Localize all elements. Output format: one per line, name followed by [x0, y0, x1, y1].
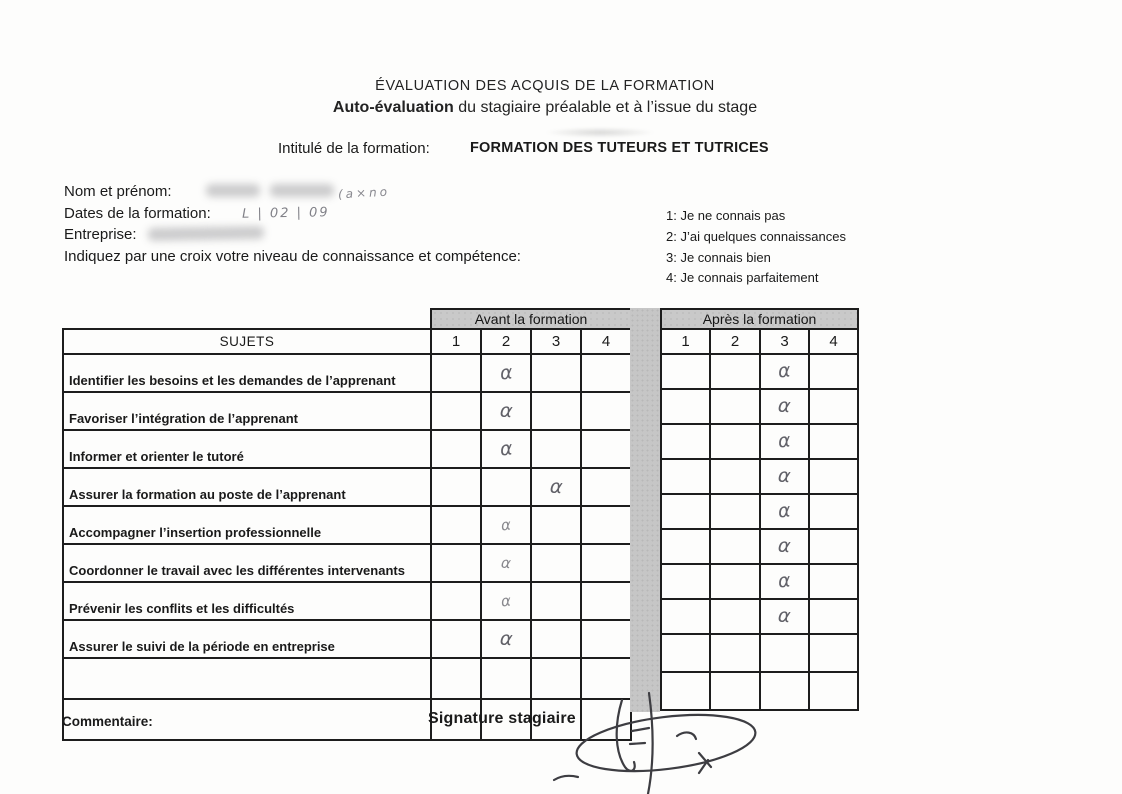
- avant-rating-cell-4: [581, 620, 631, 658]
- avant-rating-cell-1: [431, 354, 481, 392]
- avant-table: [62, 308, 632, 741]
- avant-rating-cell-1: [431, 392, 481, 430]
- apres-rating-cell-1: [661, 389, 710, 424]
- legend-item-1: 1: Je ne connais pas: [666, 208, 786, 223]
- apres-rating-cell-4: [809, 529, 858, 564]
- avant-rating-cell-4: [581, 582, 631, 620]
- avant-rating-cell-4: [581, 506, 631, 544]
- table-row: [63, 544, 631, 582]
- apres-rating-cell-4: [809, 424, 858, 459]
- avant-rating-cell-2: [481, 354, 531, 392]
- handwritten-cross-mark: α: [777, 499, 792, 523]
- handwritten-cross-mark: α: [777, 464, 792, 488]
- handwritten-cross-mark: α: [777, 569, 792, 593]
- table-row: [661, 634, 858, 672]
- apres-rating-cell-3: [760, 354, 809, 389]
- table-row: [63, 506, 631, 544]
- apres-number-row: [661, 329, 858, 354]
- avant-rating-cell-2: [481, 392, 531, 430]
- table-row: [63, 354, 631, 392]
- avant-rating-cell-4: [581, 468, 631, 506]
- subtitle-rest-part: du stagiaire préalable et à l’issue du stage: [453, 99, 758, 116]
- avant-col-3: 3: [531, 329, 581, 354]
- apres-col-2: 2: [710, 329, 760, 354]
- apres-col-3: 3: [760, 329, 809, 354]
- avant-rating-cell-4: [581, 392, 631, 430]
- table-row: [63, 620, 631, 658]
- avant-rating-cell-1: [431, 430, 481, 468]
- handwritten-cross-mark: α: [498, 360, 514, 385]
- page-subtitle: [0, 99, 1090, 117]
- handwritten-cross-mark: α: [777, 429, 792, 453]
- subject-cell: Identifier les besoins et les demandes de l’apprenant: [63, 354, 431, 392]
- apres-rating-cell-3: [760, 424, 809, 459]
- subject-cell: Assurer la formation au poste de l’apprenant: [63, 468, 431, 506]
- avant-rating-cell-2: [481, 620, 531, 658]
- avant-col-1: 1: [431, 329, 481, 354]
- apres-rating-cell-2: [710, 599, 760, 634]
- avant-rating-cell-3: [531, 392, 581, 430]
- handwritten-dates: L | 02 | 09: [241, 205, 330, 222]
- subject-cell: Prévenir les conflits et les difficultés: [63, 582, 431, 620]
- handwritten-cross-mark: α: [500, 591, 512, 610]
- avant-rating-cell-2: [481, 468, 531, 506]
- instruction-text: Indiquez par une croix votre niveau de connaissance et compétence:: [64, 248, 521, 265]
- apres-rating-cell-4: [809, 564, 858, 599]
- avant-rating-cell-2: [481, 582, 531, 620]
- apres-rating-cell-4: [809, 389, 858, 424]
- handwritten-cross-mark: α: [498, 398, 514, 423]
- avant-rating-cell-3: [531, 620, 581, 658]
- redacted-name-blob: [270, 184, 334, 197]
- avant-rating-cell-4: [581, 430, 631, 468]
- handwritten-cross-mark: α: [498, 626, 514, 651]
- apres-rating-cell-3: [760, 634, 809, 672]
- apres-rating-cell-4: [809, 599, 858, 634]
- avant-rating-cell-3: [531, 354, 581, 392]
- avant-rating-cell-1: [431, 544, 481, 582]
- avant-rating-cell-4: [581, 354, 631, 392]
- avant-col-4: 4: [581, 329, 631, 354]
- legend-item-4: 4: Je connais parfaitement: [666, 270, 819, 286]
- avant-rating-cell-1: [431, 468, 481, 506]
- apres-rating-cell-3: [760, 529, 809, 564]
- table-row: [661, 599, 858, 634]
- avant-rating-cell-1: [431, 506, 481, 544]
- apres-rating-cell-2: [710, 354, 760, 389]
- handwritten-cross-mark: α: [498, 436, 514, 461]
- rating-legend: [666, 206, 846, 289]
- apres-rating-cell-4: [809, 634, 858, 672]
- apres-rating-cell-2: [710, 389, 760, 424]
- apres-rating-cell-3: [760, 599, 809, 634]
- avant-table-body: [63, 354, 631, 740]
- apres-rating-cell-4: [809, 354, 858, 389]
- handwritten-signature: [548, 690, 783, 794]
- table-row: [661, 424, 858, 459]
- apres-rating-cell-1: [661, 354, 710, 389]
- avant-rating-cell-2: [481, 544, 531, 582]
- avant-rating-cell-3: [531, 544, 581, 582]
- table-row: [661, 389, 858, 424]
- apres-rating-cell-2: [710, 424, 760, 459]
- table-row: [661, 354, 858, 389]
- handwritten-cross-mark: α: [500, 553, 512, 572]
- avant-rating-cell-1: [431, 620, 481, 658]
- table-row: [661, 494, 858, 529]
- table-row: [661, 459, 858, 494]
- apres-rating-cell-2: [710, 634, 760, 672]
- table-row: [63, 468, 631, 506]
- scan-smudge: [545, 127, 655, 138]
- subject-cell: Coordonner le travail avec les différentes intervenants: [63, 544, 431, 582]
- apres-rating-cell-1: [661, 529, 710, 564]
- avant-number-row: [63, 329, 631, 354]
- avant-rating-cell-1: [431, 582, 481, 620]
- handwritten-cross-mark: α: [777, 359, 792, 383]
- handwritten-cross-mark: α: [777, 534, 792, 558]
- avant-rating-cell-3: [531, 468, 581, 506]
- subtitle-bold-part: Auto-évaluation: [332, 99, 454, 116]
- band-spacer: [63, 309, 431, 329]
- apres-rating-cell-4: [809, 494, 858, 529]
- apres-col-4: 4: [809, 329, 858, 354]
- subject-cell: Informer et orienter le tutoré: [63, 430, 431, 468]
- apres-rating-cell-3: [760, 459, 809, 494]
- signature-label: Signature stagiaire: [428, 710, 576, 727]
- avant-rating-cell-1: [431, 658, 481, 699]
- apres-rating-cell-1: [661, 459, 710, 494]
- page-title: ÉVALUATION DES ACQUIS DE LA FORMATION: [375, 78, 715, 94]
- table-divider-strip: [630, 308, 660, 712]
- redacted-name-blob: [206, 184, 260, 197]
- commentaire-label: Commentaire:: [62, 714, 153, 729]
- apres-table: [660, 308, 859, 711]
- avant-rating-cell-3: [531, 506, 581, 544]
- intitule-label: Intitulé de la formation:: [278, 140, 430, 157]
- avant-band-row: [63, 309, 631, 329]
- avant-header: Avant la formation: [431, 309, 631, 329]
- apres-col-1: 1: [661, 329, 710, 354]
- apres-rating-cell-1: [661, 494, 710, 529]
- avant-rating-cell-2: [481, 658, 531, 699]
- handwritten-name: (a×no: [337, 184, 391, 202]
- table-row: [661, 529, 858, 564]
- avant-rating-cell-2: [481, 430, 531, 468]
- apres-rating-cell-1: [661, 634, 710, 672]
- redacted-entreprise-blob: [148, 226, 264, 241]
- table-row: [63, 658, 631, 699]
- subject-cell: Assurer le suivi de la période en entreprise: [63, 620, 431, 658]
- apres-rating-cell-3: [760, 389, 809, 424]
- nom-label: Nom et prénom:: [64, 183, 172, 200]
- apres-header: Après la formation: [661, 309, 858, 329]
- apres-rating-cell-1: [661, 424, 710, 459]
- table-row: [63, 582, 631, 620]
- intitule-value: FORMATION DES TUTEURS ET TUTRICES: [470, 140, 769, 156]
- handwritten-cross-mark: α: [548, 474, 564, 499]
- apres-table-body: [661, 354, 858, 710]
- subject-cell: [63, 658, 431, 699]
- subject-cell: Accompagner l’insertion professionnelle: [63, 506, 431, 544]
- avant-rating-cell-3: [531, 582, 581, 620]
- subject-cell: Favoriser l’intégration de l’apprenant: [63, 392, 431, 430]
- apres-rating-cell-2: [710, 564, 760, 599]
- avant-rating-cell-4: [581, 544, 631, 582]
- handwritten-cross-mark: α: [777, 394, 792, 418]
- table-row: [661, 564, 858, 599]
- apres-rating-cell-1: [661, 564, 710, 599]
- apres-rating-cell-2: [710, 459, 760, 494]
- dates-label: Dates de la formation:: [64, 205, 211, 222]
- apres-rating-cell-1: [661, 599, 710, 634]
- apres-band-row: [661, 309, 858, 329]
- avant-col-2: 2: [481, 329, 531, 354]
- sujets-header: SUJETS: [63, 329, 431, 354]
- apres-rating-cell-4: [809, 459, 858, 494]
- apres-rating-cell-4: [809, 672, 858, 710]
- handwritten-cross-mark: α: [500, 515, 512, 534]
- apres-rating-cell-3: [760, 494, 809, 529]
- apres-rating-cell-2: [710, 494, 760, 529]
- avant-rating-cell-3: [531, 430, 581, 468]
- legend-item-3: 3: Je connais bien: [666, 249, 771, 265]
- table-row: [63, 392, 631, 430]
- table-row: [63, 430, 631, 468]
- handwritten-cross-mark: α: [777, 604, 792, 628]
- apres-rating-cell-3: [760, 564, 809, 599]
- apres-rating-cell-2: [710, 529, 760, 564]
- entreprise-label: Entreprise:: [64, 226, 137, 243]
- avant-rating-cell-2: [481, 506, 531, 544]
- legend-item-2: 2: J’ai quelques connaissances: [666, 228, 846, 244]
